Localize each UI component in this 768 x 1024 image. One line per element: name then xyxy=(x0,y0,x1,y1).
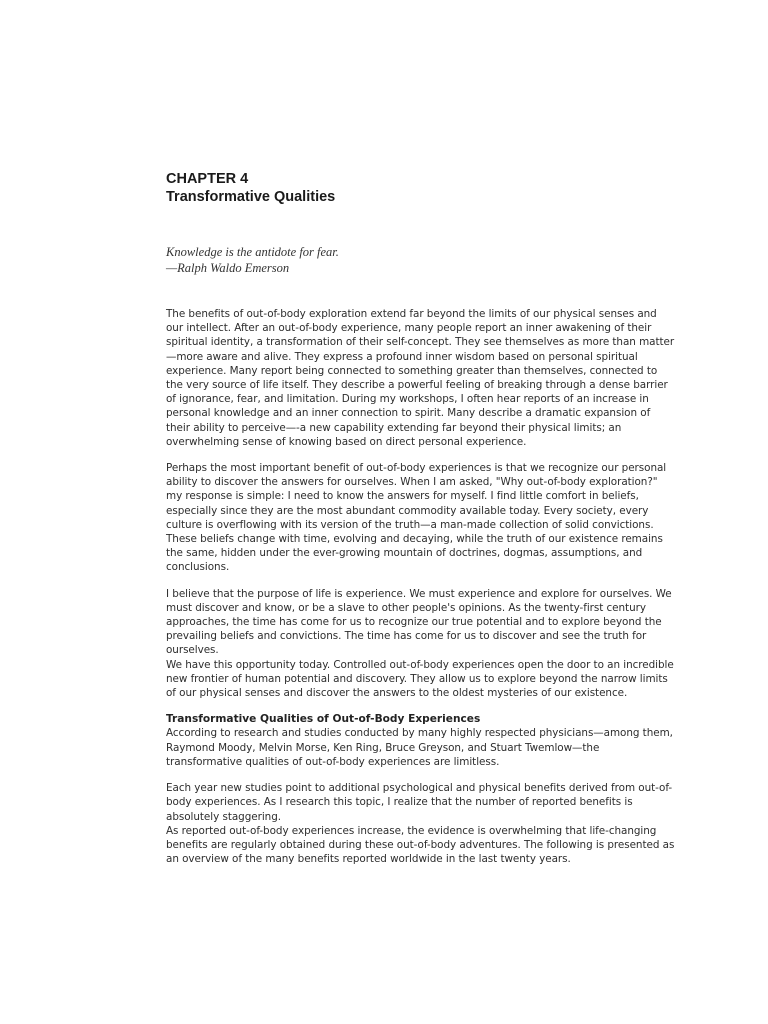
paragraph-6: Each year new studies point to additional psychological and physical benefits derived from out-of-body experiences. As I research this topic, I realize that the number of reported benefits is absolutely staggering. xyxy=(166,782,673,823)
paragraph-4: We have this opportunity today. Controlled out-of-body experiences open the door to an incredible new frontier of human potential and discovery. They allow us to explore beyond the narrow limits of our physical senses and discover the answers to the oldest mysteries of our existence. xyxy=(166,658,674,700)
paragraph-5: According to research and studies conducted by many highly respected physicians—among them, Raymond Moody, Melvin Morse, Ken Ring, Bruce Greyson, and Stuart Twemlow—the transformative qualities of out-of-body experiences are limitless. xyxy=(166,727,673,768)
section-heading: Transformative Qualities of Out-of-Body Experiences xyxy=(166,713,481,726)
document-page xyxy=(166,170,676,878)
chapter-number: CHAPTER 4 xyxy=(166,171,249,187)
paragraph-2: Perhaps the most important benefit of out-of-body experiences is that we recognize our personal ability to discover the answers for ourselves. When I am asked, "Why out-of-body exploration?" my response is simple: I need to know the answers for myself. I find little comfort in beliefs, especially since they are the most abundant commodity available today. Every society, every culture is overflowing with its version of the truth—a man-made collection of solid convictions. These beliefs change with time, evolving and decaying, while the truth of our existence remains the same, hidden under the ever-growing mountain of doctrines, dogmas, assumptions, and conclusions. xyxy=(166,462,667,574)
chapter-title: Transformative Qualities xyxy=(166,189,336,205)
epigraph xyxy=(166,244,676,276)
paragraph-3: I believe that the purpose of life is experience. We must experience and explore for ourselves. We must discover and know, or be a slave to other people's opinions. As the twenty-first century approaches, the time has come for us to recognize our true potential and to explore beyond the prevailing beliefs and convictions. The time has come for us to discover and see the truth for ourselves. xyxy=(166,587,672,657)
epigraph-author: —Ralph Waldo Emerson xyxy=(166,261,290,275)
epigraph-quote: Knowledge is the antidote for fear. xyxy=(166,245,339,259)
paragraph-7: As reported out-of-body experiences increase, the evidence is overwhelming that life-changing benefits are regularly obtained during these out-of-body adventures. The following is presented as an overview of the many benefits reported worldwide in the last twenty years. xyxy=(166,824,675,866)
paragraph-1: The benefits of out-of-body exploration extend far beyond the limits of our physical senses and our intellect. After an out-of-body experience, many people report an inner awakening of their spiritual identity, a transformation of their self-concept. They see themselves as more than matter—more aware and alive. They express a profound inner wisdom based on personal spiritual experience. Many report being connected to something greater than themselves, connected to the very source of life itself. They describe a powerful feeling of breaking through a dense barrier of ignorance, fear, and limitation. During my workshops, I often hear reports of an increase in personal knowledge and an inner connection to spirit. Many describe a dramatic expansion of their ability to perceive—-a new capability extending far beyond their physical limits; an overwhelming sense of knowing based on direct personal experience. xyxy=(166,308,675,448)
